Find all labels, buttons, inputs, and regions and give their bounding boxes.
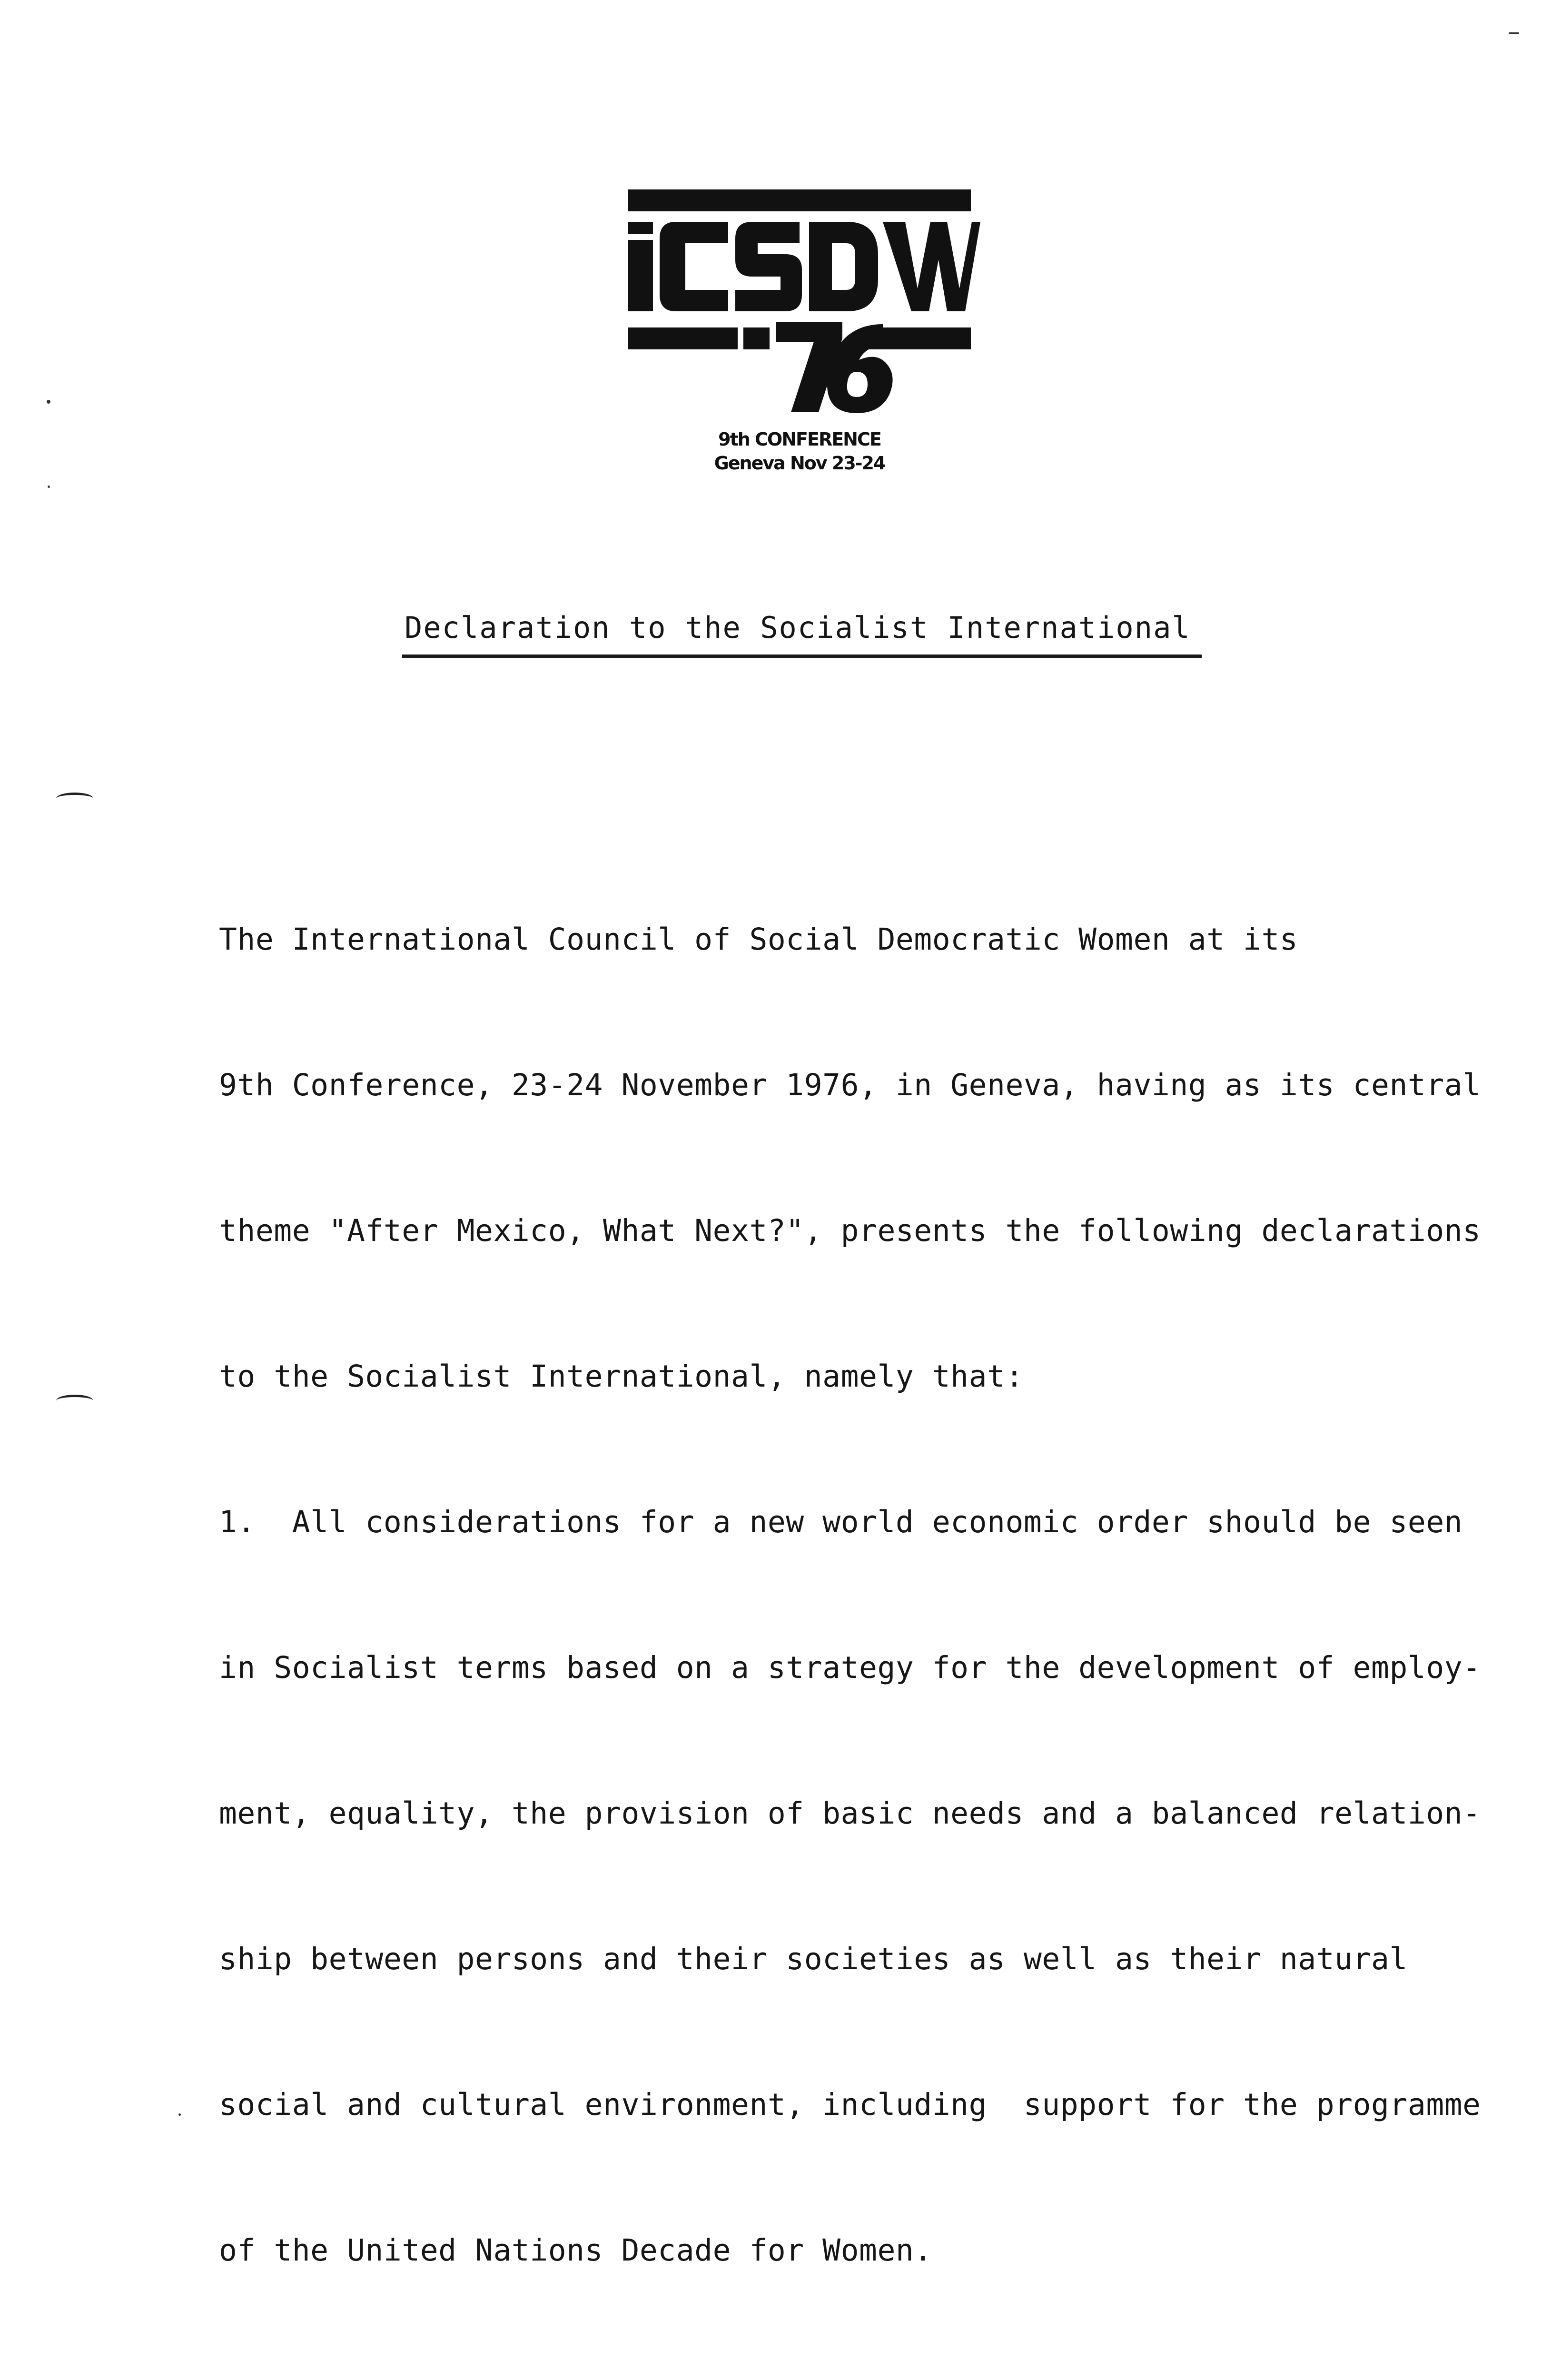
scan-speck <box>47 400 50 404</box>
scan-speck <box>1509 32 1519 34</box>
icsdw-logo <box>619 188 980 493</box>
logo-conference-label: 9th CONFERENCE <box>718 429 881 450</box>
paragraph-1 <box>219 818 1542 2372</box>
scan-speck <box>178 2113 181 2116</box>
scan-speck <box>48 486 50 488</box>
text-line: 1. All considerations for a new world economic order should be seen <box>219 1505 1463 1539</box>
document-title: Declaration to the Socialist International <box>405 610 1191 645</box>
text-line: of the United Nations Decade for Women. <box>219 2233 932 2268</box>
text-line: 9th Conference, 23-24 November 1976, in Geneva, having as its central <box>219 1068 1481 1102</box>
text-line: to the Socialist International, namely that: <box>219 1359 1024 1394</box>
margin-mark <box>56 793 93 804</box>
text-line: theme "After Mexico, What Next?", presents the following declarations <box>219 1213 1481 1248</box>
text-line: ship between persons and their societies as well as their natural <box>219 1942 1408 1976</box>
text-line: social and cultural environment, including support for the programme <box>219 2087 1481 2122</box>
text-line: ment, equality, the provision of basic needs and a balanced relation- <box>219 1796 1481 1831</box>
icsdw-logo-graphic <box>619 188 980 426</box>
declaration-body <box>219 721 1542 2380</box>
margin-mark <box>56 1395 93 1407</box>
logo-location-date: Geneva Nov 23-24 <box>714 453 885 474</box>
text-line: in Socialist terms based on a strategy for the development of employ- <box>219 1650 1481 1685</box>
title-underline <box>402 654 1202 658</box>
text-line: The International Council of Social Democratic Women at its <box>219 922 1298 957</box>
